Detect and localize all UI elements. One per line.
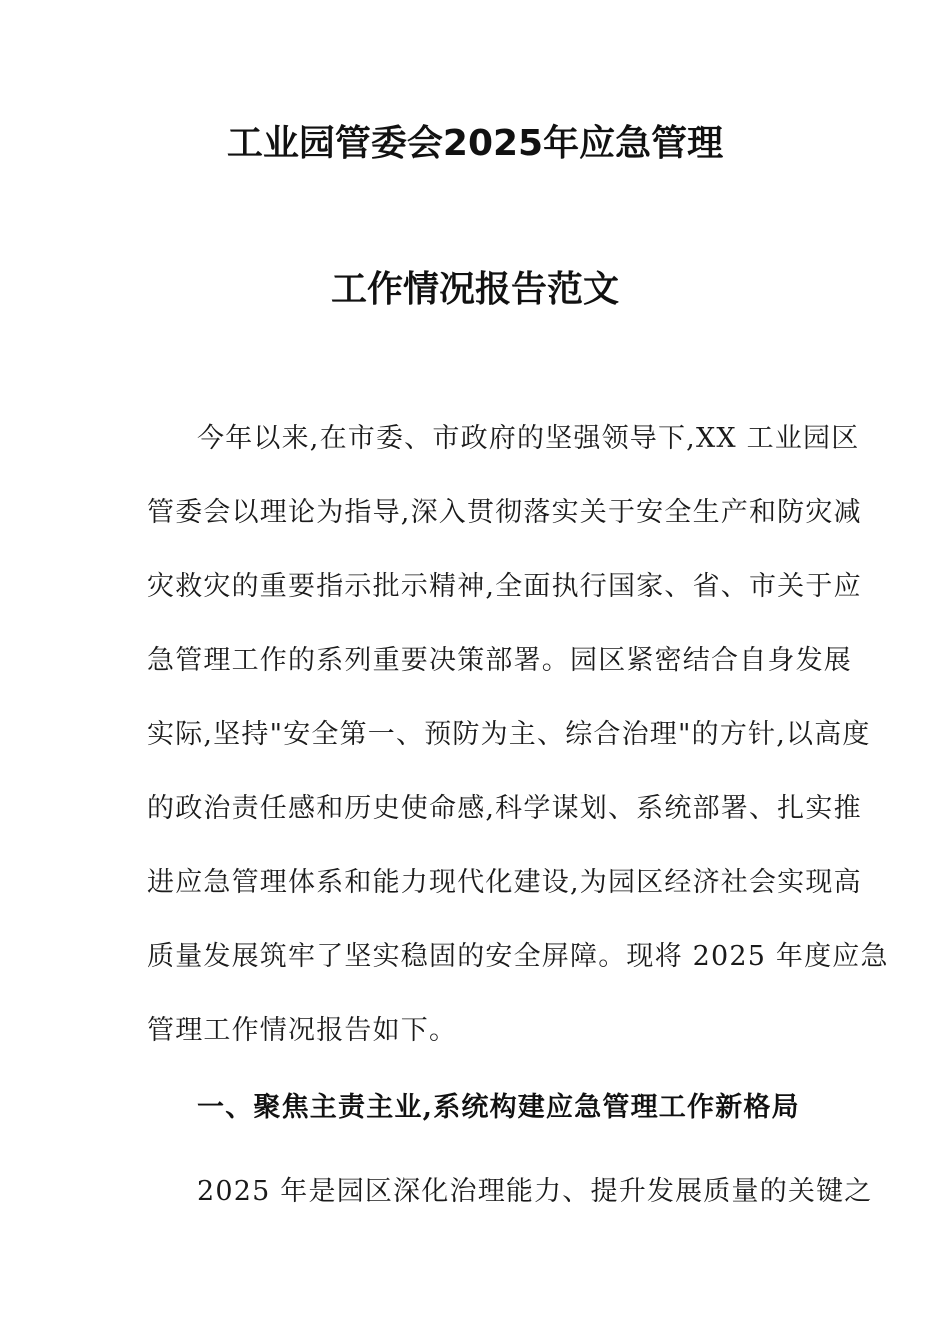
paragraph-1-line-8: 质量发展筑牢了坚实稳固的安全屏障。现将 2025 年度应急 xyxy=(147,941,889,972)
document-title-line-1: 工业园管委会2025年应急管理 xyxy=(226,123,724,164)
section-1-heading: 一、聚焦主责主业,系统构建应急管理工作新格局 xyxy=(197,1092,800,1123)
paragraph-1-line-6: 的政治责任感和历史使命感,科学谋划、系统部署、扎实推 xyxy=(147,793,862,824)
paragraph-1-line-7: 进应急管理体系和能力现代化建设,为园区经济社会实现高 xyxy=(147,867,862,898)
document-title-line-2: 工作情况报告范文 xyxy=(330,269,619,310)
paragraph-1-line-1: 今年以来,在市委、市政府的坚强领导下,XX 工业园区 xyxy=(197,423,860,454)
paragraph-1-line-2: 管委会以理论为指导,深入贯彻落实关于安全生产和防灾减 xyxy=(147,497,862,528)
paragraph-2-line-1: 2025 年是园区深化治理能力、提升发展质量的关键之 xyxy=(197,1176,873,1207)
paragraph-1-line-3: 灾救灾的重要指示批示精神,全面执行国家、省、市关于应 xyxy=(147,571,862,602)
paragraph-1-line-4: 急管理工作的系列重要决策部署。园区紧密结合自身发展 xyxy=(147,645,852,676)
paragraph-1-line-9: 管理工作情况报告如下。 xyxy=(147,1015,458,1046)
paragraph-1-line-5: 实际,坚持"安全第一、预防为主、综合治理"的方针,以高度 xyxy=(147,719,871,750)
